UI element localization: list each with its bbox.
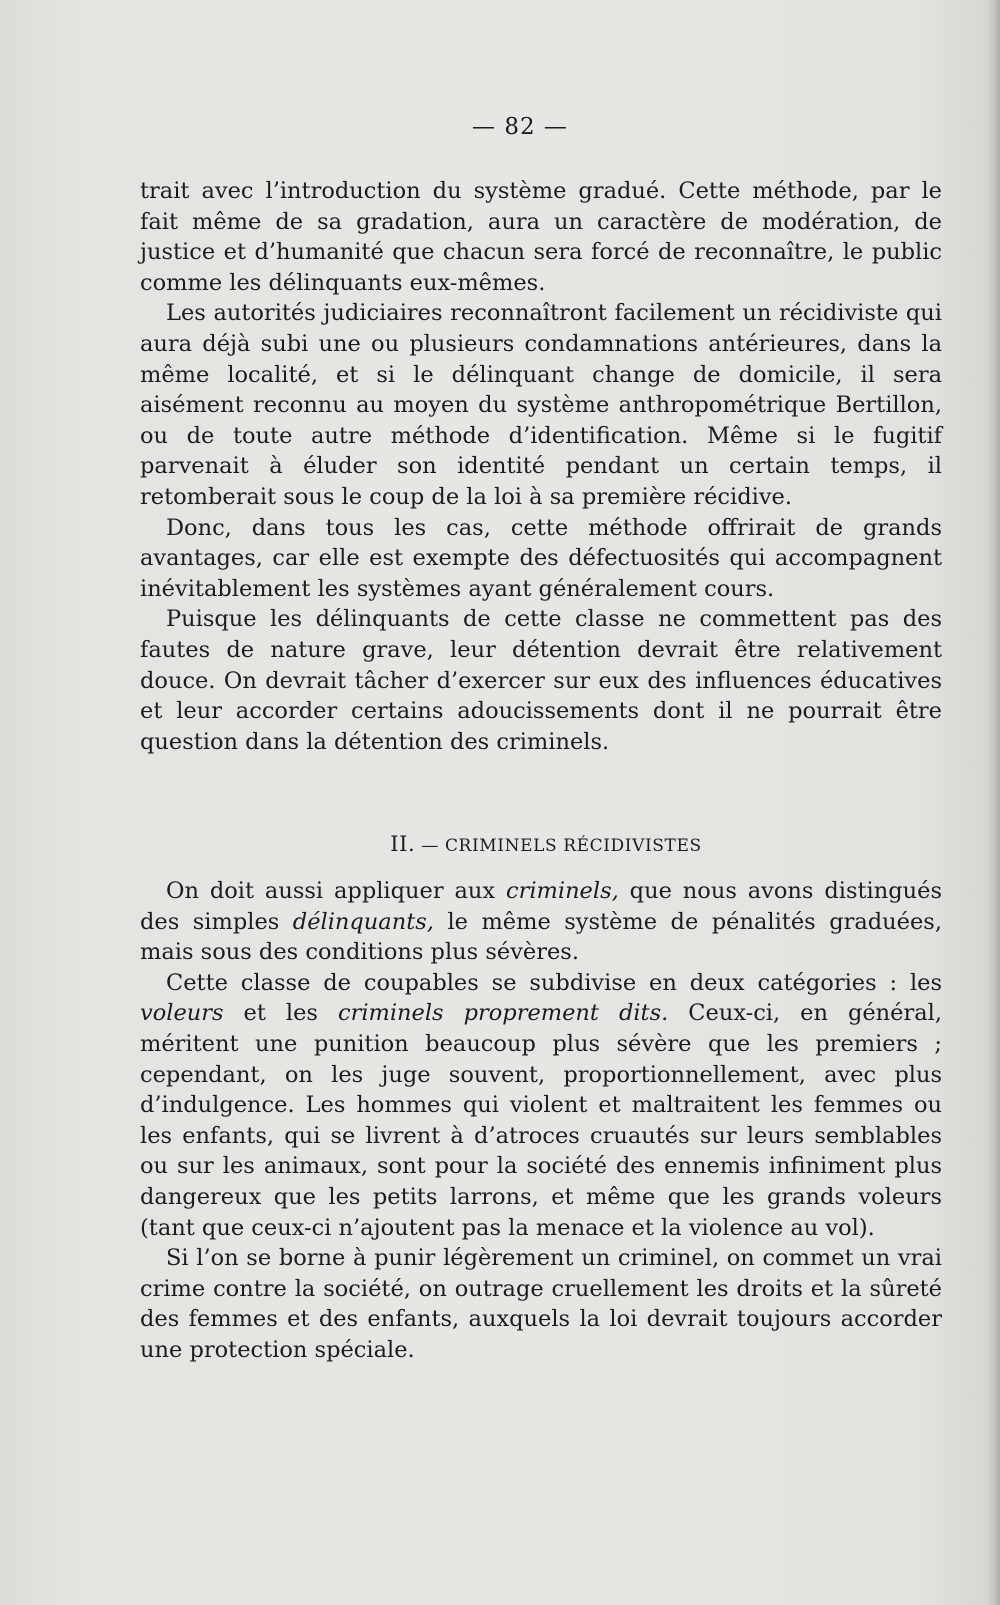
- emphasis-criminels-proprement-dits: criminels proprement dits.: [337, 1000, 669, 1027]
- paragraph-conclusion: Si l’on se borne à punir légèrement un criminel, on commet un vrai crime contre la société, on outrage cruellement les droits et la sûreté des femmes et des enfants, auxquels la loi devrait toujours accorder une protection spéciale.: [140, 1245, 942, 1363]
- paragraph-continuation: trait avec l’introduction du système gradué. Cette méthode, par le fait même de sa gradation, aura un caractère de modération, de justice et d’humanité que chacun sera forcé de reconnaître, le public comme les délinquants eux-mêmes.: [140, 178, 942, 296]
- emphasis-voleurs: voleurs: [140, 1000, 224, 1027]
- text-run: le même système de pénalités graduées, mais sous des conditions plus sévères.: [140, 908, 942, 966]
- text-run: Ceux-ci, en général, méritent une punition beaucoup plus sévère que les premiers ; cependant, on les juge souvent, proportionnellement, avec plus d’indulgence. Les hommes qui violent et maltraitent les femmes ou les enfants, qui se livrent à d’atroces cruautés sur leurs semblables ou sur les animaux, sont pour la société des ennemis infiniment plus dangereux que les petits larrons, et même que les grands voleurs (tant que ceux-ci n’ajoutent pas la menace et la violence au vol).: [140, 1000, 942, 1241]
- section-numeral: II.: [390, 832, 416, 856]
- section-title: — CRIMINELS RÉCIDIVISTES: [421, 836, 702, 856]
- text-run: et les: [223, 1000, 338, 1027]
- paragraph-advantages: Donc, dans tous les cas, cette méthode offrirait de grands avantages, car elle est exempte des défectuosités qui accompagnent inévitablement les systèmes ayant généralement cours.: [140, 514, 942, 602]
- page-edge-shadow: [986, 0, 1000, 1605]
- text-run: que nous avons distingués des simples: [140, 878, 942, 935]
- emphasis-delinquants: délinquants,: [292, 908, 434, 935]
- emphasis-criminels: criminels,: [505, 878, 619, 904]
- section-2-body: [140, 876, 942, 1366]
- paragraph-categories: [140, 968, 942, 1243]
- text-run: Cette classe de coupables se subdivise en deux catégories : les: [166, 969, 942, 996]
- paragraph-detention: Puisque les délinquants de cette classe ne commettent pas des fautes de nature grave, leur détention devrait être relativement douce. On devrait tâcher d’exercer sur eux des influences éducatives et leur accorder certains adoucissements dont il ne pourrait être question dans la détention des criminels.: [140, 606, 942, 755]
- paragraph-recidivist-identification: Les autorités judiciaires reconnaîtront facilement un récidiviste qui aura déjà subi une ou plusieurs condamnations antérieures, dans la même localité, et si le délinquant change de domicile, il sera aisément reconnu au moyen du système anthropométrique Bertillon, ou de toute autre méthode d’identification. Même si le fugitif parvenait à éluder son identité pendant un certain temps, il retomberait sous le coup de la loi à sa première récidive.: [140, 300, 942, 510]
- section-1-body: [140, 176, 942, 757]
- page-number: — 82 —: [472, 114, 568, 140]
- section-heading: [46, 832, 1000, 856]
- paragraph-criminals-intro: [140, 876, 942, 968]
- text-run: On doit aussi appliquer aux: [166, 878, 506, 904]
